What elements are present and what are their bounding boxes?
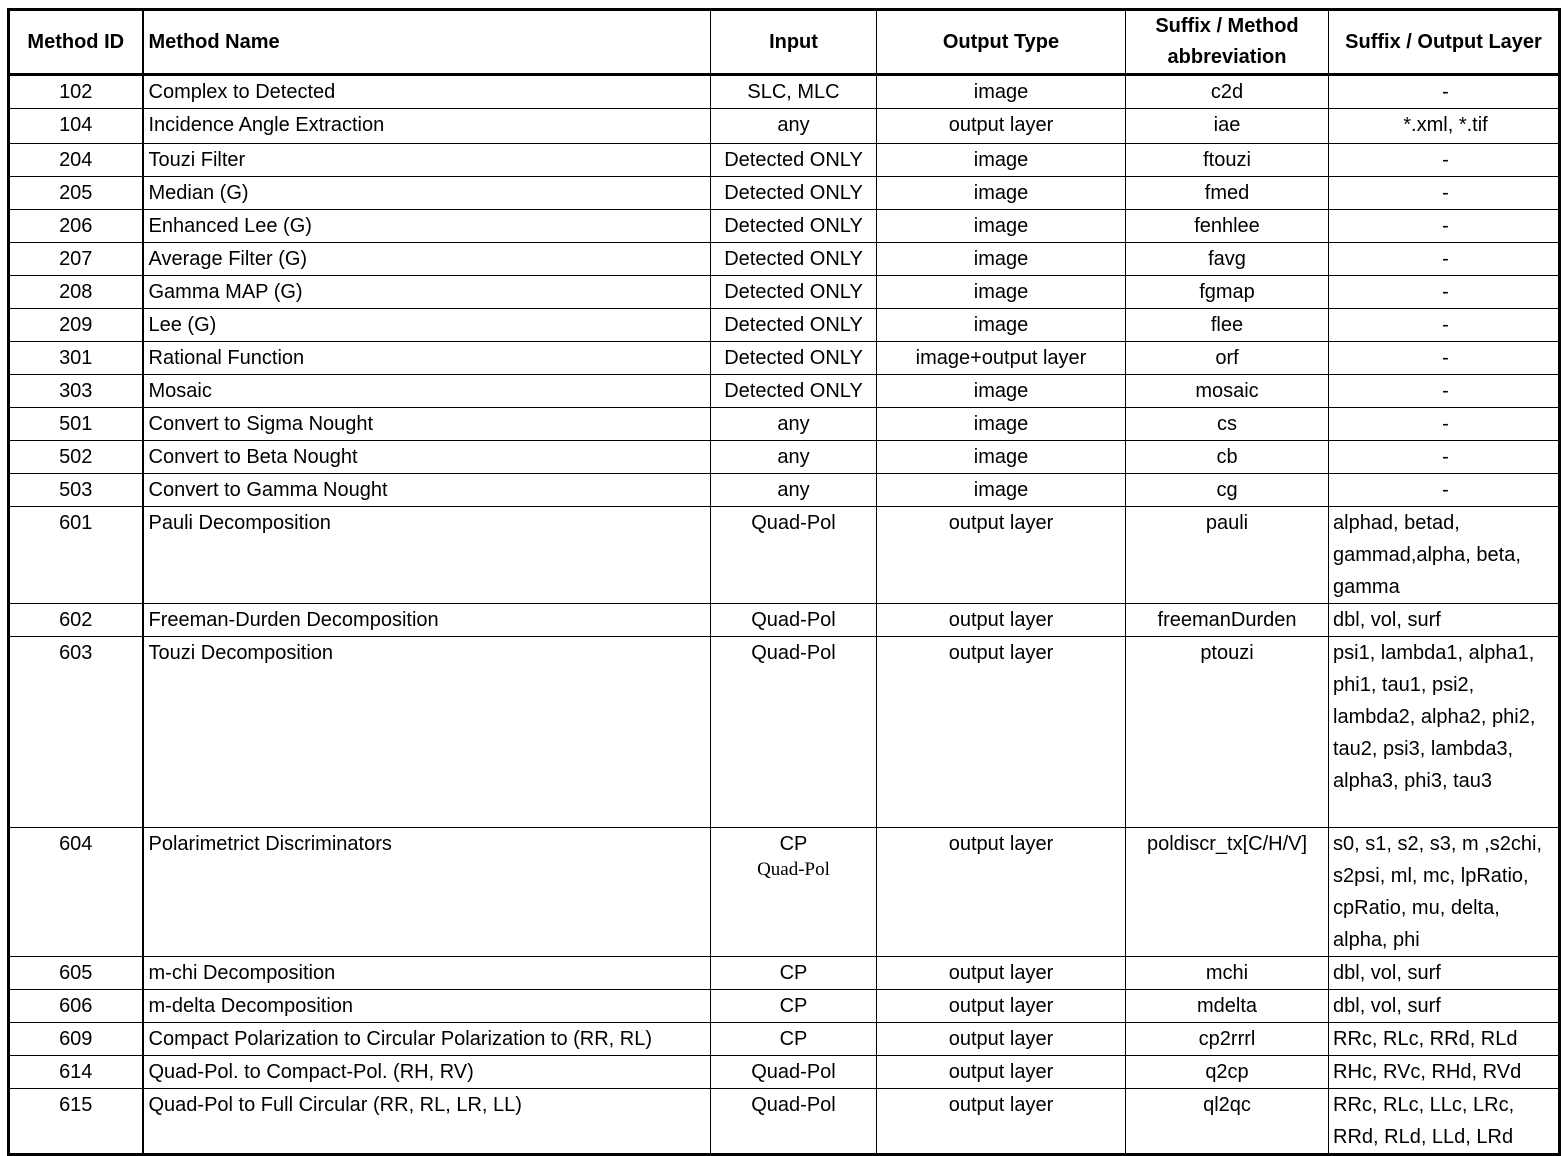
- input-cell: Detected ONLY: [711, 309, 877, 342]
- abbreviation-cell: mosaic: [1126, 375, 1329, 408]
- method-name-cell: Quad-Pol. to Compact-Pol. (RH, RV): [143, 1056, 711, 1089]
- method-name-cell: m-delta Decomposition: [143, 990, 711, 1023]
- output-type-cell: output layer: [877, 1023, 1126, 1056]
- output-type-cell: image: [877, 243, 1126, 276]
- header-suffix-output-layer: Suffix / Output Layer: [1329, 10, 1560, 75]
- output-layer-cell: -: [1329, 375, 1560, 408]
- method-name-cell: Polarimetrict Discriminators: [143, 828, 711, 957]
- table-row: [9, 1056, 1560, 1089]
- abbreviation-cell: poldiscr_tx[C/H/V]: [1126, 828, 1329, 957]
- abbreviation-cell: fenhlee: [1126, 210, 1329, 243]
- input-cell: Quad-Pol: [711, 604, 877, 637]
- output-type-cell: output layer: [877, 507, 1126, 604]
- method-id-cell: 501: [9, 408, 143, 441]
- abbreviation-cell: cs: [1126, 408, 1329, 441]
- method-id-cell: 104: [9, 109, 143, 144]
- method-id-cell: 503: [9, 474, 143, 507]
- output-layer-cell: -: [1329, 309, 1560, 342]
- input-cell: Detected ONLY: [711, 276, 877, 309]
- method-name-cell: Convert to Gamma Nought: [143, 474, 711, 507]
- abbreviation-cell: fmed: [1126, 177, 1329, 210]
- output-layer-cell: dbl, vol, surf: [1329, 604, 1560, 637]
- method-id-cell: 301: [9, 342, 143, 375]
- method-name-cell: Median (G): [143, 177, 711, 210]
- method-name-cell: Incidence Angle Extraction: [143, 109, 711, 144]
- table-header: [9, 10, 1560, 75]
- input-cell: CP: [711, 957, 877, 990]
- abbreviation-cell: mdelta: [1126, 990, 1329, 1023]
- input-cell: Quad-Pol: [711, 637, 877, 828]
- output-type-cell: image+output layer: [877, 342, 1126, 375]
- header-method-id: Method ID: [9, 10, 143, 75]
- method-id-cell: 605: [9, 957, 143, 990]
- output-layer-cell: -: [1329, 210, 1560, 243]
- table-row: [9, 828, 1560, 957]
- abbreviation-cell: flee: [1126, 309, 1329, 342]
- table-row: [9, 342, 1560, 375]
- abbreviation-cell: freemanDurden: [1126, 604, 1329, 637]
- output-layer-cell: dbl, vol, surf: [1329, 990, 1560, 1023]
- header-row: [9, 10, 1560, 75]
- table-body: [9, 75, 1560, 1155]
- method-id-cell: 102: [9, 75, 143, 109]
- table-row: [9, 210, 1560, 243]
- abbreviation-cell: ql2qc: [1126, 1089, 1329, 1155]
- output-type-cell: image: [877, 309, 1126, 342]
- method-name-cell: Touzi Filter: [143, 144, 711, 177]
- abbreviation-cell: cb: [1126, 441, 1329, 474]
- output-layer-cell: -: [1329, 75, 1560, 109]
- method-id-cell: 602: [9, 604, 143, 637]
- input-value: SLC, MLC: [747, 81, 840, 103]
- input-cell: Quad-Pol: [711, 1089, 877, 1155]
- abbreviation-cell: cp2rrrl: [1126, 1023, 1329, 1056]
- abbreviation-cell: orf: [1126, 342, 1329, 375]
- header-output-type: Output Type: [877, 10, 1126, 75]
- table-row: [9, 276, 1560, 309]
- input-cell: Detected ONLY: [711, 210, 877, 243]
- input-cell: [711, 828, 877, 957]
- output-type-cell: image: [877, 375, 1126, 408]
- abbreviation-cell: mchi: [1126, 957, 1329, 990]
- output-type-cell: output layer: [877, 990, 1126, 1023]
- output-layer-cell: -: [1329, 441, 1560, 474]
- input-cell: Detected ONLY: [711, 243, 877, 276]
- output-layer-cell: -: [1329, 276, 1560, 309]
- output-type-cell: image: [877, 441, 1126, 474]
- method-name-cell: Lee (G): [143, 309, 711, 342]
- input-cell: CP: [711, 1023, 877, 1056]
- output-type-cell: image: [877, 177, 1126, 210]
- output-type-cell: output layer: [877, 604, 1126, 637]
- input-cell: [711, 75, 877, 109]
- methods-table: [7, 8, 1561, 1156]
- method-id-cell: 209: [9, 309, 143, 342]
- output-type-cell: image: [877, 408, 1126, 441]
- abbreviation-cell: fgmap: [1126, 276, 1329, 309]
- method-name-cell: Pauli Decomposition: [143, 507, 711, 604]
- output-type-cell: output layer: [877, 1056, 1126, 1089]
- table-row: [9, 441, 1560, 474]
- table-row: [9, 637, 1560, 828]
- input-cell: Detected ONLY: [711, 342, 877, 375]
- output-type-cell: image: [877, 210, 1126, 243]
- abbreviation-cell: c2d: [1126, 75, 1329, 109]
- input-cell: CP: [711, 990, 877, 1023]
- table-row: [9, 109, 1560, 144]
- output-layer-cell: alphad, betad, gammad,alpha, beta, gamma: [1329, 507, 1560, 604]
- output-type-cell: output layer: [877, 957, 1126, 990]
- method-id-cell: 609: [9, 1023, 143, 1056]
- output-layer-cell: RRc, RLc, LLc, LRc, RRd, RLd, LLd, LRd: [1329, 1089, 1560, 1155]
- output-layer-cell: RHc, RVc, RHd, RVd: [1329, 1056, 1560, 1089]
- method-name-cell: Average Filter (G): [143, 243, 711, 276]
- output-type-cell: output layer: [877, 637, 1126, 828]
- method-id-cell: 601: [9, 507, 143, 604]
- input-cell: any: [711, 441, 877, 474]
- input-cell: any: [711, 408, 877, 441]
- output-layer-cell: -: [1329, 408, 1560, 441]
- method-id-cell: 207: [9, 243, 143, 276]
- method-id-cell: 606: [9, 990, 143, 1023]
- input-cell: Quad-Pol: [711, 1056, 877, 1089]
- method-name-cell: Touzi Decomposition: [143, 637, 711, 828]
- method-id-cell: 205: [9, 177, 143, 210]
- table-row: [9, 474, 1560, 507]
- method-name-cell: Compact Polarization to Circular Polarization to (RR, RL): [143, 1023, 711, 1056]
- abbreviation-cell: pauli: [1126, 507, 1329, 604]
- table-row: [9, 1023, 1560, 1056]
- table-row: [9, 1089, 1560, 1155]
- method-name-cell: Quad-Pol to Full Circular (RR, RL, LR, LL): [143, 1089, 711, 1155]
- method-name-cell: Convert to Beta Nought: [143, 441, 711, 474]
- output-layer-cell: -: [1329, 342, 1560, 375]
- abbreviation-cell: favg: [1126, 243, 1329, 276]
- output-layer-cell: psi1, lambda1, alpha1, phi1, tau1, psi2, lambda2, alpha2, phi2, tau2, psi3, lambda3, alpha3, phi3, tau3: [1329, 637, 1560, 828]
- table-row: [9, 243, 1560, 276]
- header-suffix-abbreviation: Suffix / Method abbreviation: [1126, 10, 1329, 75]
- output-layer-cell: -: [1329, 177, 1560, 210]
- method-id-cell: 502: [9, 441, 143, 474]
- input-value-quad-pol: Quad-Pol: [757, 859, 830, 880]
- abbreviation-cell: q2cp: [1126, 1056, 1329, 1089]
- output-type-cell: image: [877, 474, 1126, 507]
- abbreviation-cell: ptouzi: [1126, 637, 1329, 828]
- table-row: [9, 604, 1560, 637]
- table-row: [9, 75, 1560, 109]
- output-layer-cell: -: [1329, 243, 1560, 276]
- method-name-cell: Complex to Detected: [143, 75, 711, 109]
- output-type-cell: image: [877, 144, 1126, 177]
- output-type-cell: output layer: [877, 828, 1126, 957]
- method-name-cell: m-chi Decomposition: [143, 957, 711, 990]
- method-name-cell: Gamma MAP (G): [143, 276, 711, 309]
- method-name-cell: Enhanced Lee (G): [143, 210, 711, 243]
- abbreviation-cell: iae: [1126, 109, 1329, 144]
- input-cell: Detected ONLY: [711, 177, 877, 210]
- output-type-cell: output layer: [877, 1089, 1126, 1155]
- table-row: [9, 375, 1560, 408]
- method-id-cell: 604: [9, 828, 143, 957]
- method-name-cell: Freeman-Durden Decomposition: [143, 604, 711, 637]
- method-id-cell: 303: [9, 375, 143, 408]
- table-row: [9, 309, 1560, 342]
- input-value-cp: CP: [779, 833, 808, 855]
- output-layer-cell: RRc, RLc, RRd, RLd: [1329, 1023, 1560, 1056]
- table-row: [9, 507, 1560, 604]
- input-cell: any: [711, 474, 877, 507]
- output-layer-cell: dbl, vol, surf: [1329, 957, 1560, 990]
- table-row: [9, 177, 1560, 210]
- output-type-cell: image: [877, 75, 1126, 109]
- table-row: [9, 144, 1560, 177]
- table-row: [9, 957, 1560, 990]
- method-id-cell: 206: [9, 210, 143, 243]
- method-id-cell: 614: [9, 1056, 143, 1089]
- method-id-cell: 603: [9, 637, 143, 828]
- output-type-cell: output layer: [877, 109, 1126, 144]
- method-name-cell: Rational Function: [143, 342, 711, 375]
- output-layer-cell: -: [1329, 474, 1560, 507]
- method-id-cell: 204: [9, 144, 143, 177]
- output-layer-cell: s0, s1, s2, s3, m ,s2chi, s2psi, ml, mc, lpRatio, cpRatio, mu, delta, alpha, phi: [1329, 828, 1560, 957]
- input-cell: any: [711, 109, 877, 144]
- header-input: Input: [711, 10, 877, 75]
- table-row: [9, 408, 1560, 441]
- output-type-cell: image: [877, 276, 1126, 309]
- method-name-cell: Convert to Sigma Nought: [143, 408, 711, 441]
- input-cell: Quad-Pol: [711, 507, 877, 604]
- method-id-cell: 208: [9, 276, 143, 309]
- output-layer-cell: *.xml, *.tif: [1329, 109, 1560, 144]
- header-method-name: Method Name: [143, 10, 711, 75]
- method-id-cell: 615: [9, 1089, 143, 1155]
- method-name-cell: Mosaic: [143, 375, 711, 408]
- abbreviation-cell: ftouzi: [1126, 144, 1329, 177]
- input-cell: Detected ONLY: [711, 144, 877, 177]
- table-row: [9, 990, 1560, 1023]
- abbreviation-cell: cg: [1126, 474, 1329, 507]
- input-cell: Detected ONLY: [711, 375, 877, 408]
- output-layer-cell: -: [1329, 144, 1560, 177]
